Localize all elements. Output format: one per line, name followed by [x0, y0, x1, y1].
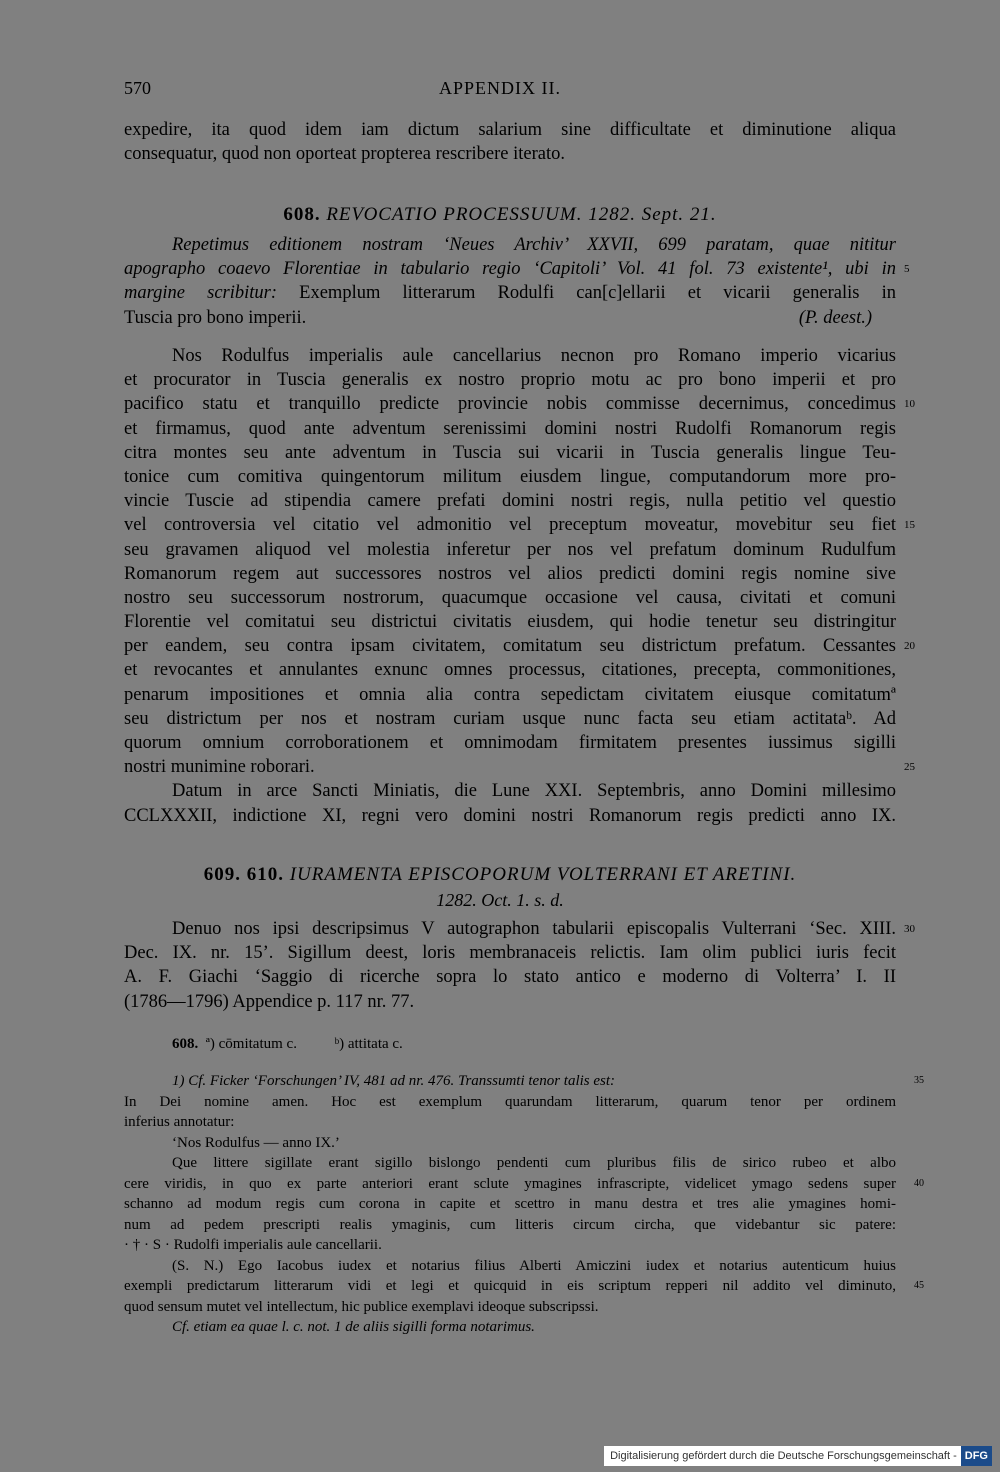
doc-608-body	[124, 344, 915, 828]
doc-608-heading	[0, 204, 1000, 226]
line-text: Que littere sigillate erant sigillo bislongo pendenti cum pluribus filis de sirico rubeo et albo	[172, 1155, 896, 1171]
text-line: consequatur, quod non oporteat propterea rescribere iterato.	[124, 144, 566, 165]
line-text: penarum impositiones et omnia alia contra sepedictam civitatem eiusque comitatumª	[124, 684, 896, 705]
line-text: A. F. Giachi ‘Saggio di ricerche sopra lo stato antico e moderno di Volterra’ I. II	[124, 967, 896, 988]
line-text: tonice cum comitiva quingentorum militum eiusdem lingue, computandorum more pro-	[124, 466, 896, 487]
text-line	[124, 779, 896, 803]
line-text: et procurator in Tuscia generalis ex nostro proprio motu ac pro bono imperii et pro	[124, 370, 896, 391]
text-line	[124, 392, 915, 416]
line-text: ‘Nos Rodulfus — anno IX.’	[172, 1134, 340, 1151]
text-line	[124, 610, 896, 634]
line-text: quorum omnium corroborationem et omnimodam firmitatem presentes iussimus sigilli	[124, 733, 896, 753]
line-text: Cf. etiam ea quae l. c. not. 1 de aliis sigilli forma notarimus.	[172, 1319, 535, 1335]
doc-609-heading	[0, 864, 1000, 886]
line-text: quod sensum mutet vel intellectum, hic publice exemplavi ideoque subscripssi.	[124, 1298, 599, 1315]
text-line	[124, 1092, 896, 1113]
variant-b: ᵇ) attitata c.	[334, 1036, 403, 1052]
text-line	[124, 658, 896, 682]
line-text: · † · S · Rudolfi imperialis aule cancellarii.	[124, 1237, 382, 1253]
text-line	[124, 965, 896, 989]
doc-date: 1282. Sept. 21.	[588, 204, 717, 225]
dfg-logo: DFG	[961, 1446, 992, 1466]
line-text: Dec. IX. nr. 15’. Sigillum deest, loris membranaceis relictis. Iam olim publici iuris fecit	[124, 943, 896, 964]
line-text: vel controversia vel citatio vel admonitio vel preceptum moveatur, movebitur seu fiet	[124, 515, 896, 536]
text-line	[124, 465, 896, 489]
line-number: 10	[904, 398, 915, 411]
line-text: cere viridis, in quo ex parte anteriori erant sclute ymagines infrascripte, videlicet ymago sedens super	[124, 1175, 896, 1192]
doc-608-preface	[124, 233, 910, 330]
line-text: nostri munimine roborari.	[124, 757, 315, 778]
line-number: 45	[914, 1280, 924, 1291]
line-text: schanno ad modum regis cum corona in capite et scettro in manu destra et tres alie ymagines homi-	[124, 1196, 896, 1212]
doc-date: 1282. Oct. 1. s. d.	[436, 890, 564, 910]
text-line	[124, 1297, 896, 1318]
line-text: vincie Tuscie ad stipendia camere prefati domini nostri regis, nulla petitio vel questio	[124, 491, 896, 512]
line-text: Datum in arce Sancti Miniatis, die Lune XXI. Septembris, anno Domini millesimo	[172, 781, 896, 802]
text-line	[124, 344, 896, 368]
doc-number: 608.	[283, 204, 321, 225]
running-title: APPENDIX II.	[439, 78, 561, 98]
text-line	[124, 306, 896, 330]
line-number: 20	[904, 640, 915, 653]
page-number: 570	[124, 78, 151, 98]
footnotes	[124, 1071, 924, 1338]
text-line	[124, 755, 915, 779]
text-line	[124, 417, 896, 441]
text-line	[124, 731, 896, 755]
line-text: seu gravamen aliquod vel molestia inferetur per nos vel prefatum dominum Rudulfum	[124, 539, 896, 560]
line-number: 15	[904, 519, 915, 532]
line-text: et firmamus, quod ante adventum serenissimi domini nostri Rudolfi Romanorum regis	[124, 418, 896, 439]
doc-title: IURAMENTA EPISCOPORUM VOLTERRANI ET ARETINI.	[289, 864, 797, 885]
text-line	[124, 1174, 924, 1195]
variant-label: 608.	[172, 1036, 199, 1052]
line-text: Denuo nos ipsi descripsimus V autographon tabularii episcopalis Vulterrani ‘Sec. XIII.	[172, 919, 896, 939]
line-number: 40	[914, 1177, 924, 1189]
footer-credit	[604, 1446, 992, 1466]
italic-run: margine scribitur:	[124, 283, 278, 304]
line-text: Exemplum litterarum Rodulfi can[c]ellarii et vicarii generalis in	[277, 283, 896, 304]
intro-paragraph	[124, 118, 896, 166]
text-line	[124, 562, 896, 586]
line-text: exempli predictarum litterarum vidi et legi et quicquid in eis scriptum repperi nil addito vel diminuto,	[124, 1278, 896, 1294]
source-note: (P. deest.)	[798, 307, 872, 328]
text-line	[124, 1256, 896, 1277]
line-text: Romanorum regem aut successores nostros vel alios predicti domini regis nomine sive	[124, 563, 896, 584]
line-text: apographo coaevo Florentiae in tabulario regio ‘Capitoli’ Vol. 41 fol. 73 existente¹, ubi in	[124, 259, 896, 280]
text-line	[124, 441, 896, 465]
line-text: nostro seu successorum nostrorum, quacumque occasione vel causa, civitati et comuni	[124, 587, 896, 608]
credit-text: Digitalisierung gefördert durch die Deutsche Forschungsgemeinschaft -	[610, 1450, 957, 1462]
text-line	[124, 538, 896, 562]
line-number: 25	[904, 761, 915, 774]
line-text: Florentie vel comitatui seu districtui civitatis eiusdem, qui hodie tenetur seu distringitur	[124, 612, 896, 633]
text-line	[124, 634, 915, 658]
text-line	[124, 368, 896, 392]
text-line	[124, 281, 896, 305]
text-line	[124, 707, 896, 731]
line-text: In Dei nomine amen. Hoc est exemplum quarundam litterarum, quarum tenor per ordinem	[124, 1093, 896, 1110]
text-line	[124, 941, 896, 965]
text-line	[124, 1215, 896, 1236]
doc-title: REVOCATIO PROCESSUUM.	[326, 204, 583, 225]
text-line	[124, 257, 910, 281]
line-text: per eandem, seu contra ipsam civitatem, comitatum seu districtum prefatum. Cessantes	[124, 636, 896, 657]
line-text: et revocantes et annulantes exnunc omnes processus, citationes, precepta, commonitiones,	[124, 660, 896, 681]
line-text: Tuscia pro bono imperii.	[124, 307, 307, 328]
line-text: (1786—1796) Appendice p. 117 nr. 77.	[124, 991, 415, 1012]
text-line	[124, 1112, 896, 1133]
text-line	[124, 233, 896, 257]
text-line: expedire, ita quod idem iam dictum salarium sine difficultate et diminutione aliqua	[124, 120, 896, 140]
line-text: 1) Cf. Ficker ‘Forschungen’ IV, 481 ad nr. 476. Transsumti tenor talis est:	[172, 1073, 616, 1089]
variant-readings	[172, 1036, 403, 1053]
text-line	[124, 917, 915, 941]
text-line	[124, 1153, 896, 1174]
variant-a: ª) cōmitatum c.	[205, 1036, 297, 1052]
text-line	[124, 1194, 896, 1215]
line-number: 35	[914, 1075, 924, 1086]
text-line	[124, 489, 896, 513]
text-line	[124, 1133, 896, 1154]
line-text: (S. N.) Ego Iacobus iudex et notarius filius Alberti Amiczini iudex et notarius autenticum huius	[172, 1257, 896, 1274]
text-line	[124, 1317, 896, 1338]
text-line	[124, 804, 896, 828]
line-text: citra montes seu ante adventum in Tuscia sui vicarii in Tuscia generalis lingue Teu-	[124, 442, 896, 463]
line-text: Nos Rodulfus imperialis aule cancellarius necnon pro Romano imperio vicarius	[172, 346, 896, 366]
line-text: pacifico statu et tranquillo predicte provincie nobis commisse decernimus, concedimus	[124, 394, 896, 415]
text-line	[124, 1071, 924, 1092]
doc-number: 609. 610.	[203, 864, 284, 885]
text-line	[124, 586, 896, 610]
line-number: 5	[904, 263, 910, 276]
text-line	[124, 683, 896, 707]
text-line	[124, 1235, 896, 1256]
doc-609-preface	[124, 917, 915, 1014]
line-text: inferius annotatur:	[124, 1114, 235, 1130]
line-text: num ad pedem prescripti realis ymaginis, cum litteris circum circha, que videbantur sic patere:	[124, 1216, 896, 1233]
line-text: CCLXXXII, indictione XI, regni vero domini nostri Romanorum regis predicti anno IX.	[124, 805, 896, 826]
text-line	[124, 990, 896, 1014]
text-line	[124, 1276, 924, 1297]
line-number: 30	[904, 923, 915, 935]
text-line	[124, 513, 915, 537]
line-text: Repetimus editionem nostram ‘Neues Archiv’ XXVII, 699 paratam, quae nititur	[172, 235, 896, 255]
line-text: seu districtum per nos et nostram curiam usque nunc facta seu etiam actitataᵇ. Ad	[124, 708, 896, 729]
